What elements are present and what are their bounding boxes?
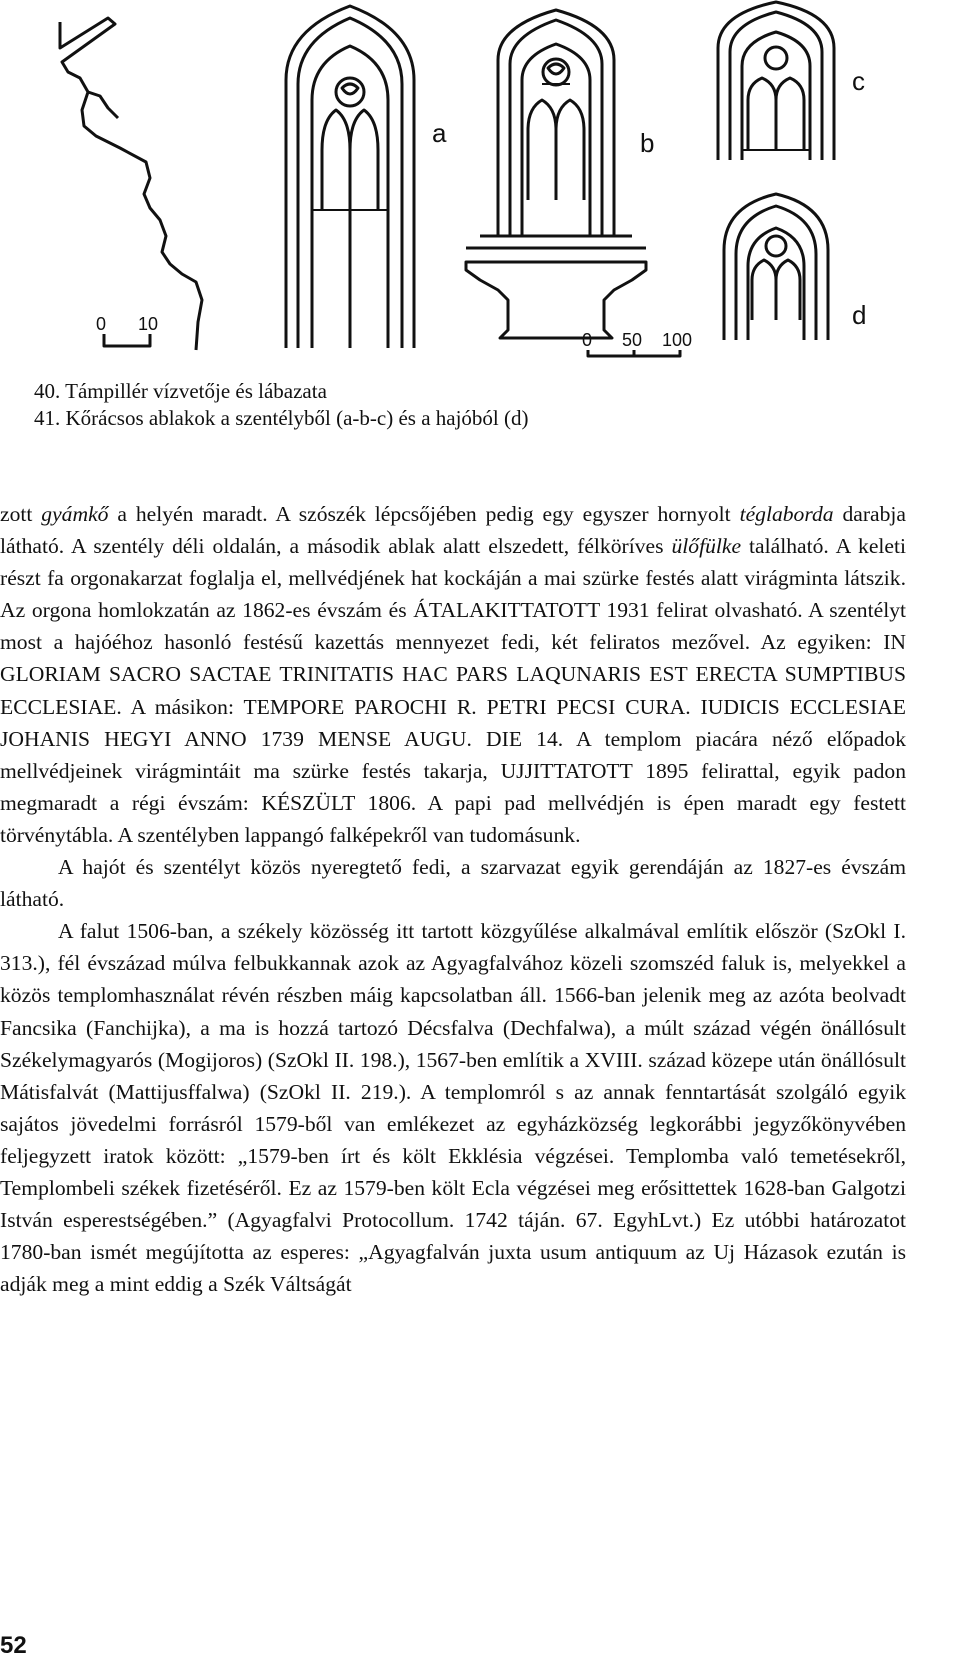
window-b: [466, 10, 646, 338]
scale-right-hundred: 100: [662, 330, 693, 350]
buttress-profile: [60, 18, 202, 350]
paragraph-2: A hajót és szentélyt közös nyeregtető fedi, a szarvazat egyik gerendáján az 1827-es évszám látható.: [0, 855, 906, 912]
window-d: [724, 194, 828, 340]
scale-right-fifty: 50: [622, 330, 643, 350]
caption-figure-41: 41. Kőrácsos ablakok a szentélyből (a-b-c) és a hajóból (d): [34, 406, 529, 430]
scale-left-ten: 10: [138, 314, 159, 334]
scale-left-zero: 0: [96, 314, 107, 334]
figure-drawings: [0, 0, 960, 360]
label-d: d: [852, 300, 867, 330]
body-text: [0, 498, 906, 1300]
scale-right-zero: 0: [582, 330, 593, 350]
label-b: b: [640, 128, 655, 158]
window-c: [718, 2, 834, 160]
window-a: [286, 6, 414, 348]
paragraph-3: A falut 1506-ban, a székely közösség itt tartott közgyűlése alkalmával említik először (SzOkl I. 313.), fél évszázad múlva felbukkannak azok az Agyagfalvához közeli szomszéd faluk is, melyekkel a közös templomhasználat révén részben máig kapcsolatban áll. 1566-ban jelenik meg az azóta beolvadt Fancsika (Fanchijka), a ma is hozzá tartozó Décsfalva (Dechfalwa), a múlt század végén önállósult Székelymagyarós (Mogijoros) (SzOkl II. 198.), 1567-ben említik a XVIII. század közepe után önállósult Mátisfalvát (Mattijusffalwa) (SzOkl II. 219.). A templomról s az annak fenntartását szolgáló egyik sajátos jövedelmi forrásról 1579-ből van emlékezet az egyházközség legkorábbi jegyzőkönyvében feljegyzett iratok között: „1579-ben írt és költ Ekklésia végzései. Templomba való temetésekről, Templombeli székek fizetéséről. Ez az 1579-ben költ Ecla végzései meg erősittettek 1628-ban Galgotzi István esperestségében.” (Agyagfalvi Protocollum. 1742 táján. 67. EgyhLvt.) Ez utóbbi határozatot 1780-ban ismét megújította az esperes: „Agyagfalván juxta usum antiquum az Uj Házasok ezután is adják meg a mint eddig a Szék Váltságát: [0, 919, 906, 1297]
label-a: a: [432, 118, 447, 148]
paragraph-1: zott gyámkő a helyén maradt. A szószék lépcsőjében pedig egy egyszer hornyolt téglaborda darabja látható. A szentély déli oldalán, a második ablak alatt elszedett, félköríves ülőfülke található. A keleti részt fa orgonakarzat foglalja el, mellvédjének hat kockáján a mai szürke festés alatt virágminta látszik. Az orgona homlokzatán az 1862-es évszám és ÁTALAKITTATOTT 1931 felirat olvasható. A szentélyt most a hajóéhoz hasonló festésű kazettás mennyezet fedi, két feliratos mezővel. Az egyiken: IN GLORIAM SACRO SACTAE TRINITATIS HAC PARS LAQUNARIS EST ERECTA SUMPTIBUS ECCLESIAE. A másikon: TEMPORE PAROCHI R. PETRI PECSI CURA. IUDICIS ECCLESIAE JOHANIS HEGYI ANNO 1739 MENSE AUGU. DIE 14. A templom piacára néző előpadok mellvédjeinek virágmintáit ma szürke festés takarja, UJJITTATOTT 1895 felirattal, egyik padon megmaradt a régi évszám: KÉSZÜLT 1806. A papi pad mellvédjén is épen maradt egy festett törvénytábla. A szentélyben lappangó falképekről van tudomásunk.: [0, 502, 906, 847]
caption-figure-40: 40. Támpillér vízvetője és lábazata: [34, 379, 327, 403]
label-c: c: [852, 66, 865, 96]
page-number: 52: [0, 1632, 27, 1659]
